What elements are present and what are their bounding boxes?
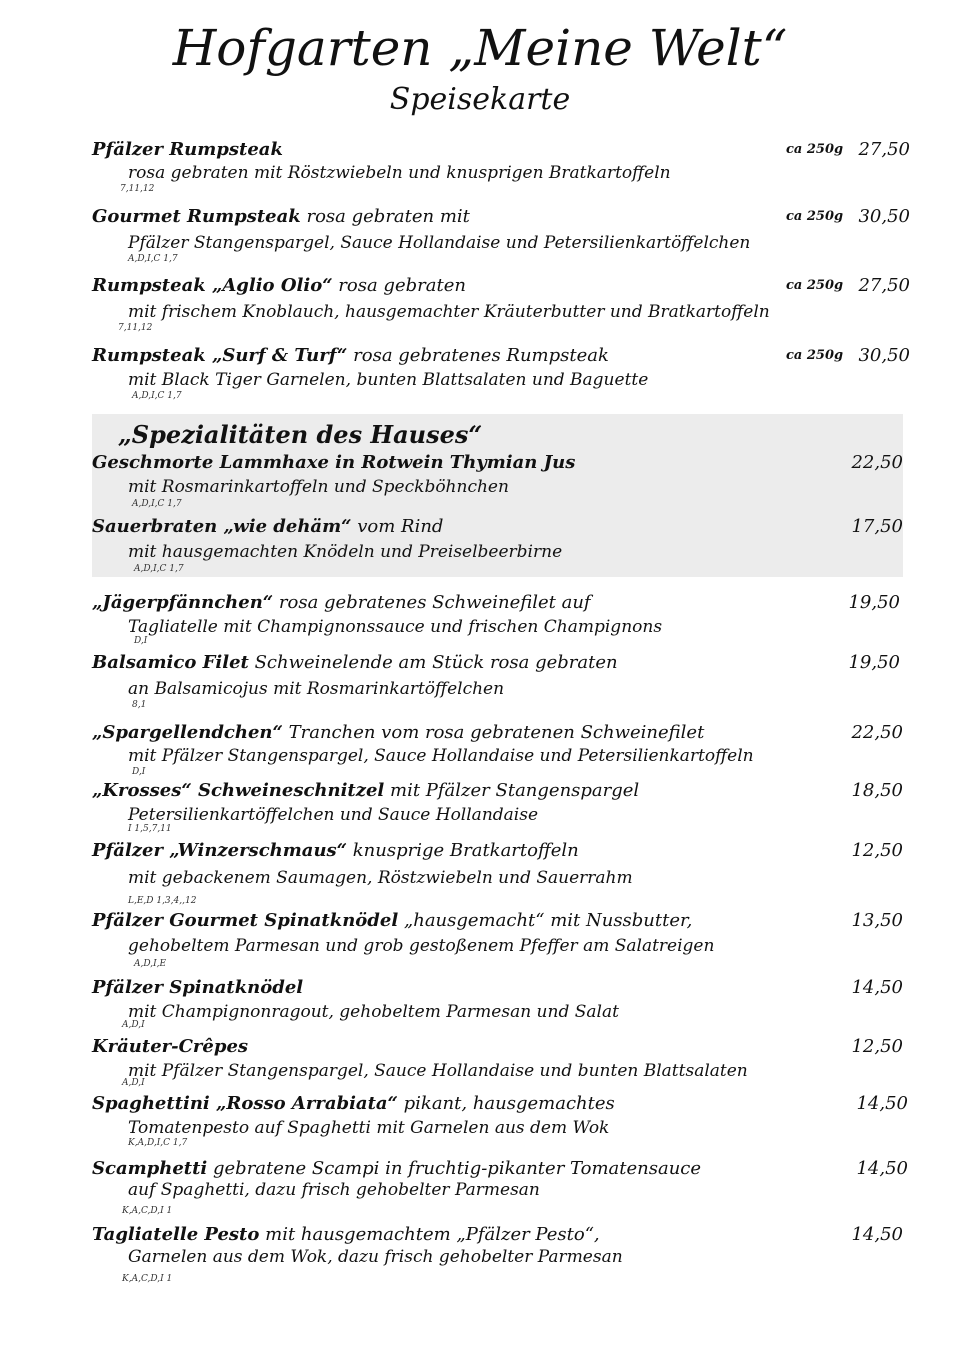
dish-price: 22,50 xyxy=(851,722,903,743)
dish-description: Pfälzer Stangenspargel, Sauce Hollandaise und Petersilienkartöffelchen xyxy=(128,233,751,253)
dish-rumpsteak-surf-turf xyxy=(92,345,609,367)
allergen-codes: 7,11,12 xyxy=(120,184,155,194)
dish-price: 13,50 xyxy=(851,910,903,931)
dish-name: Pfälzer Gourmet Spinatknödel xyxy=(92,910,399,931)
dish-price: 12,50 xyxy=(851,840,903,861)
dish-tagline: Schweinelende am Stück rosa gebraten xyxy=(254,652,618,673)
allergen-codes: A,D,I,C 1,7 xyxy=(128,254,178,264)
dish-price: 14,50 xyxy=(851,977,903,998)
dish-description: mit Black Tiger Garnelen, bunten Blattsalaten und Baguette xyxy=(128,370,649,390)
dish-name: Rumpsteak „Surf & Turf“ xyxy=(92,345,348,366)
dish-weight: ca 250g xyxy=(786,209,844,224)
allergen-codes: D,I xyxy=(134,636,148,646)
dish-description: Petersilienkartöffelchen und Sauce Hollandaise xyxy=(128,805,539,825)
dish-price: 27,50 xyxy=(858,139,910,160)
dish-weight: ca 250g xyxy=(786,348,844,363)
dish-name: Pfälzer „Winzerschmaus“ xyxy=(92,840,348,861)
dish-tagline: rosa gebraten xyxy=(338,275,466,296)
dish-price: 27,50 xyxy=(858,275,910,296)
dish-description: mit Pfälzer Stangenspargel, Sauce Hollandaise und Petersilienkartoffeln xyxy=(128,746,754,766)
dish-tagline: mit hausgemachtem „Pfälzer Pesto“, xyxy=(265,1224,600,1245)
dish-weight: ca 250g xyxy=(786,278,844,293)
dish-price: 30,50 xyxy=(858,345,910,366)
dish-scamphetti xyxy=(92,1158,701,1180)
dish-name: Rumpsteak „Aglio Olio“ xyxy=(92,275,333,296)
dish-pfaelzer-rumpsteak xyxy=(92,139,283,161)
dish-name: Sauerbraten „wie dehäm“ xyxy=(92,516,352,537)
dish-description: mit frischem Knoblauch, hausgemachter Kräuterbutter und Bratkartoffeln xyxy=(128,302,770,322)
dish-tagline: rosa gebraten mit xyxy=(306,206,470,227)
specials-heading: „Spezialitäten des Hauses“ xyxy=(118,420,483,449)
dish-price: 19,50 xyxy=(848,652,900,673)
dish-winzerschmaus xyxy=(92,840,579,862)
dish-name: Kräuter-Crêpes xyxy=(92,1036,249,1057)
allergen-codes: A,D,I,C 1,7 xyxy=(132,391,182,401)
dish-tagline: rosa gebratenes Rumpsteak xyxy=(353,345,609,366)
dish-description: mit Champignonragout, gehobeltem Parmesan und Salat xyxy=(128,1002,619,1022)
dish-description: Tagliatelle mit Champignonssauce und frischen Champignons xyxy=(128,617,663,637)
dish-krosses-schweineschnitzel xyxy=(92,780,639,802)
dish-spinatknoedel xyxy=(92,977,303,999)
dish-tagline: rosa gebratenes Schweinefilet auf xyxy=(278,592,591,613)
dish-description: an Balsamicojus mit Rosmarinkartöffelchen xyxy=(128,679,505,699)
allergen-codes: L,E,D 1,3,4,,12 xyxy=(128,896,197,906)
dish-price: 12,50 xyxy=(851,1036,903,1057)
dish-gourmet-spinatknoedel xyxy=(92,910,692,932)
dish-tagline: pikant, hausgemachtes xyxy=(403,1093,615,1114)
allergen-codes: A,D,I,C 1,7 xyxy=(132,499,182,509)
dish-description: mit Rosmarinkartoffeln und Speckböhnchen xyxy=(128,477,509,497)
dish-balsamico-filet xyxy=(92,652,618,674)
dish-price: 17,50 xyxy=(851,516,903,537)
dish-price: 30,50 xyxy=(858,206,910,227)
allergen-codes: 7,11,12 xyxy=(118,323,153,333)
dish-lammhaxe xyxy=(92,452,575,474)
dish-description: rosa gebraten mit Röstzwiebeln und knusprigen Bratkartoffeln xyxy=(128,163,671,183)
dish-rumpsteak-aglio-olio xyxy=(92,275,466,297)
dish-price: 14,50 xyxy=(856,1093,908,1114)
dish-spaghettini-rosso-arrabiata xyxy=(92,1093,615,1115)
allergen-codes: 8,1 xyxy=(132,700,147,710)
dish-name: Pfälzer Spinatknödel xyxy=(92,977,304,998)
allergen-codes: A,D,I xyxy=(122,1020,145,1030)
dish-description: Tomatenpesto auf Spaghetti mit Garnelen aus dem Wok xyxy=(128,1118,610,1138)
allergen-codes: D,I xyxy=(132,767,146,777)
dish-sauerbraten xyxy=(92,516,443,538)
dish-name: Pfälzer Rumpsteak xyxy=(92,139,283,160)
dish-name: Gourmet Rumpsteak xyxy=(92,206,301,227)
dish-name: „Spargellendchen“ xyxy=(92,722,283,743)
dish-kraeuter-crepes xyxy=(92,1036,248,1058)
dish-description: Garnelen aus dem Wok, dazu frisch gehobelter Parmesan xyxy=(128,1247,623,1267)
allergen-codes: K,A,C,D,I 1 xyxy=(122,1274,173,1284)
dish-price: 14,50 xyxy=(856,1158,908,1179)
allergen-codes: A,D,I,E xyxy=(134,959,167,969)
restaurant-title: Hofgarten „Meine Welt“ xyxy=(172,19,788,77)
dish-description: mit Pfälzer Stangenspargel, Sauce Hollandaise und bunten Blattsalaten xyxy=(128,1061,748,1081)
dish-tagline: gebratene Scampi in fruchtig-pikanter Tomatensauce xyxy=(213,1158,702,1179)
dish-price: 19,50 xyxy=(848,592,900,613)
dish-name: Geschmorte Lammhaxe in Rotwein Thymian Jus xyxy=(92,452,576,473)
dish-name: Balsamico Filet xyxy=(92,652,249,673)
dish-name: „Jägerpfännchen“ xyxy=(92,592,274,613)
allergen-codes: I 1,5,7,11 xyxy=(128,824,172,834)
dish-name: Tagliatelle Pesto xyxy=(92,1224,260,1245)
dish-tagline: knusprige Bratkartoffeln xyxy=(352,840,579,861)
dish-description: gehobeltem Parmesan und grob gestoßenem Pfeffer am Salatreigen xyxy=(128,936,715,956)
dish-tagline: vom Rind xyxy=(357,516,444,537)
dish-description: mit hausgemachten Knödeln und Preiselbeerbirne xyxy=(128,542,563,562)
dish-tagliatelle-pesto xyxy=(92,1224,600,1246)
allergen-codes: K,A,C,D,I 1 xyxy=(122,1206,173,1216)
dish-price: 22,50 xyxy=(851,452,903,473)
dish-price: 18,50 xyxy=(851,780,903,801)
dish-name: Spaghettini „Rosso Arrabiata“ xyxy=(92,1093,398,1114)
allergen-codes: A,D,I,C 1,7 xyxy=(134,564,184,574)
dish-tagline: „hausgemacht“ mit Nussbutter, xyxy=(403,910,693,931)
menu-subtitle: Speisekarte xyxy=(389,82,571,117)
dish-gourmet-rumpsteak xyxy=(92,206,470,228)
dish-tagline: mit Pfälzer Stangenspargel xyxy=(390,780,640,801)
dish-weight: ca 250g xyxy=(786,142,844,157)
dish-tagline: Tranchen vom rosa gebratenen Schweinefilet xyxy=(288,722,705,743)
dish-name: „Krosses“ Schweineschnitzel xyxy=(92,780,385,801)
allergen-codes: A,D,I xyxy=(122,1078,145,1088)
dish-name: Scamphetti xyxy=(92,1158,208,1179)
allergen-codes: K,A,D,I,C 1,7 xyxy=(128,1138,188,1148)
dish-price: 14,50 xyxy=(851,1224,903,1245)
dish-description: auf Spaghetti, dazu frisch gehobelter Parmesan xyxy=(128,1180,540,1200)
dish-spargellendchen xyxy=(92,722,704,744)
dish-description: mit gebackenem Saumagen, Röstzwiebeln und Sauerrahm xyxy=(128,868,633,888)
dish-jaegerpfaennchen xyxy=(92,592,591,614)
